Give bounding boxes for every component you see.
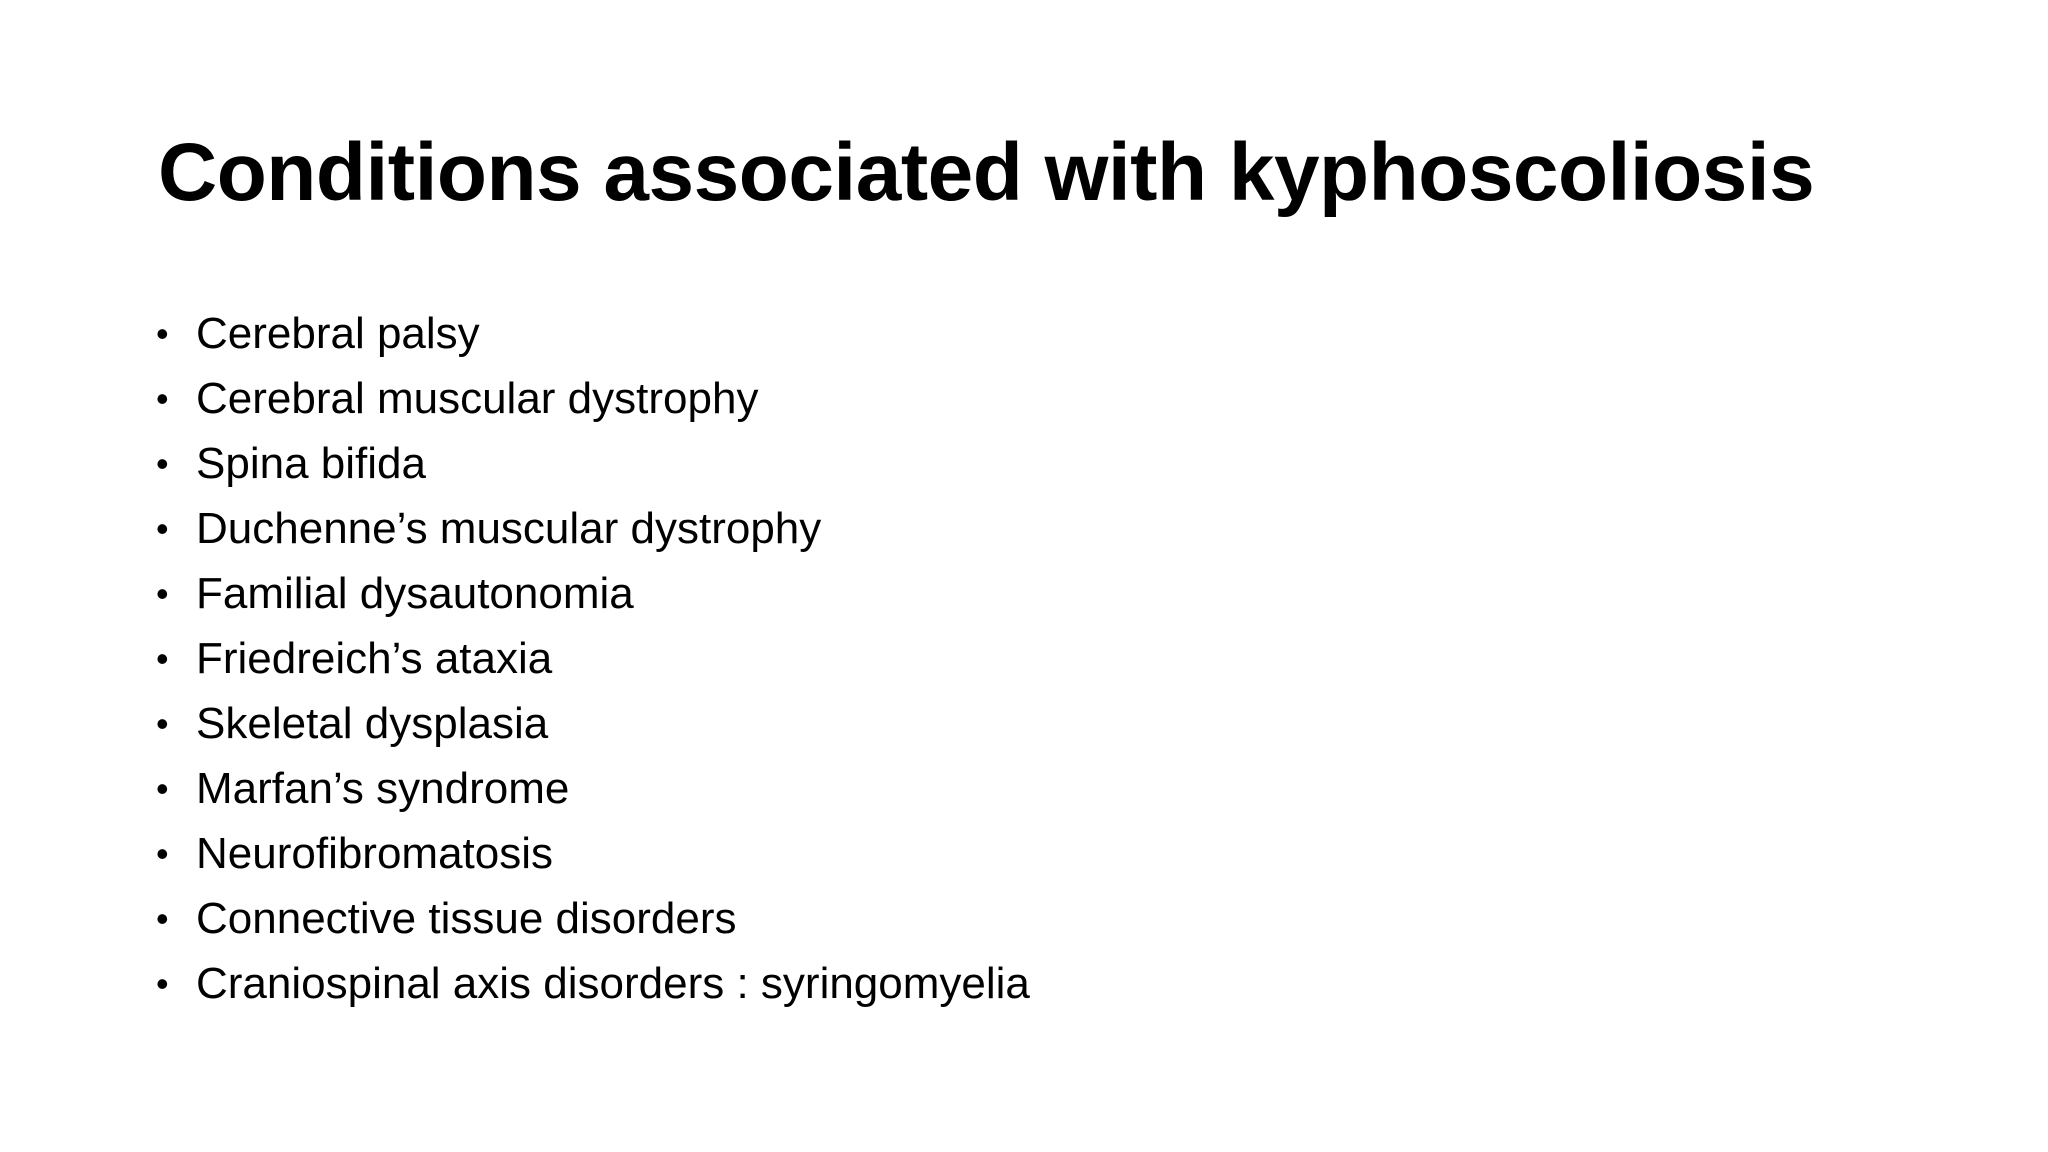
list-item: [156, 756, 1030, 821]
list-item: [156, 691, 1030, 756]
list-item-text: Cerebral palsy: [196, 309, 480, 358]
list-item: [156, 951, 1030, 1016]
list-item-text: Familial dysautonomia: [196, 569, 634, 618]
list-item-text: Skeletal dysplasia: [196, 699, 549, 748]
list-item: [156, 496, 1030, 561]
list-item-text: Duchenne’s muscular dystrophy: [196, 504, 822, 553]
bullet-icon: •: [156, 378, 169, 419]
bullet-icon: •: [156, 963, 169, 1004]
bullet-icon: •: [156, 638, 169, 679]
list-item: [156, 301, 1030, 366]
list-item: [156, 366, 1030, 431]
list-item: [156, 626, 1030, 691]
list-item-text: Marfan’s syndrome: [196, 764, 570, 813]
list-item: [156, 431, 1030, 496]
list-item: [156, 821, 1030, 886]
list-item-text: Cerebral muscular dystrophy: [196, 374, 759, 423]
list-item-text: Neurofibromatosis: [196, 829, 554, 878]
bullet-icon: •: [156, 508, 169, 549]
bullet-icon: •: [156, 898, 169, 939]
list-item-text: Connective tissue disorders: [196, 894, 737, 943]
bullet-icon: •: [156, 573, 169, 614]
bullet-icon: •: [156, 833, 169, 874]
bullet-icon: •: [156, 313, 169, 354]
list-item-text: Craniospinal axis disorders : syringomyelia: [196, 959, 1030, 1008]
bullet-icon: •: [156, 703, 169, 744]
bullet-icon: •: [156, 443, 169, 484]
list-item: [156, 886, 1030, 951]
list-item-text: Friedreich’s ataxia: [196, 634, 553, 683]
slide-title: Conditions associated with kyphoscoliosis: [158, 127, 1815, 218]
bullet-list: [156, 301, 1030, 1016]
list-item-text: Spina bifida: [196, 439, 426, 488]
bullet-icon: •: [156, 768, 169, 809]
list-item: [156, 561, 1030, 626]
